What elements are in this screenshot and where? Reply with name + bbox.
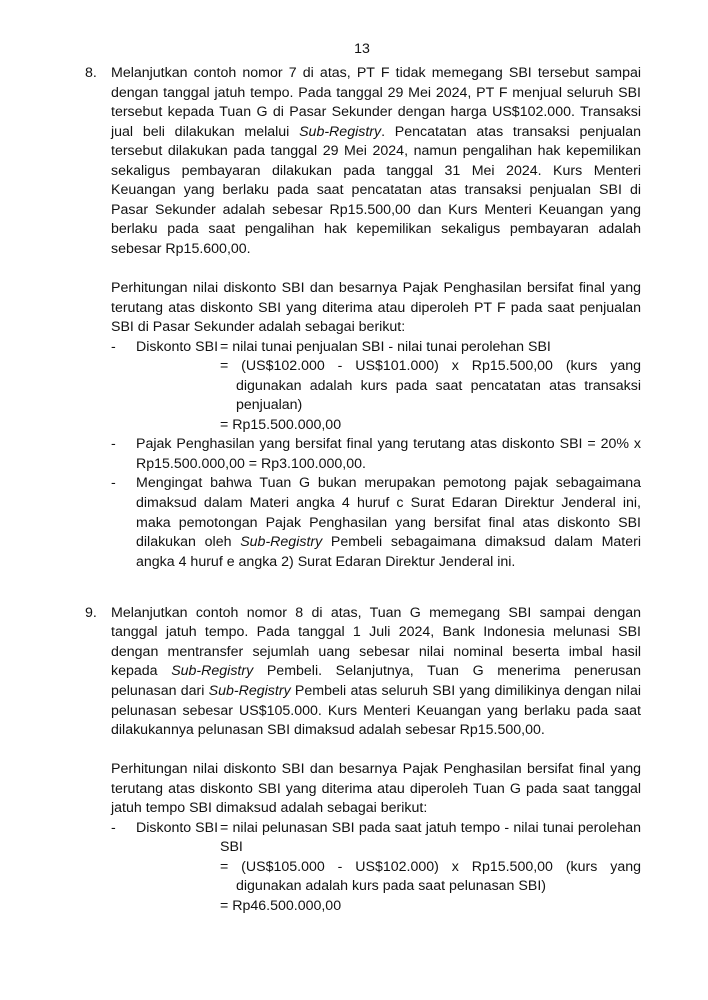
formula-label: Diskonto SBI: [136, 338, 219, 355]
formula-line-1: = nilai tunai penjualan SBI - nilai tunai perolehan SBI: [220, 338, 551, 355]
example-item-9: [85, 604, 641, 917]
note-text: Mengingat bahwa Tuan G bukan merupakan pemotong pajak sebagaimana dimaksud dalam Materi angka 4 huruf c Surat Edaran Direktur Jenderal ini, maka pemotongan Pajak Penghasilan yang bersifat final atas diskonto SBI dilakukan oleh Sub-Registry Pembeli sebagaimana dimaksud dalam Materi angka 4 huruf e angka 2) Surat Edaran Direktur Jenderal ini.: [136, 475, 642, 570]
bullet-dash: -: [111, 338, 116, 355]
bullet-dash: -: [111, 819, 116, 836]
bullet-dash: -: [111, 436, 116, 453]
discount-formula: [111, 338, 641, 436]
note-bullet: [111, 474, 641, 572]
tax-text: Pajak Penghasilan yang bersifat final yang terutang atas diskonto SBI = 20% x Rp15.500.000,00 = Rp3.100.000,00.: [136, 436, 641, 472]
item-number: 8.: [85, 65, 97, 81]
item-8-intro: Melanjutkan contoh nomor 7 di atas, PT F tidak memegang SBI tersebut sampai dengan tanggal jatuh tempo. Pada tanggal 29 Mei 2024, PT F menjual seluruh SBI tersebut kepada Tuan G di Pasar Sekunder dengan harga US$102.000. Transaksi jual beli dilakukan melalui Sub-Registry. Pencatatan atas transaksi penjualan tersebut dilakukan pada tanggal 29 Mei 2024, namun pengalihan hak kepemilikan sekaligus pembayaran dilakukan pada tanggal 31 Mei 2024. Kurs Menteri Keuangan yang berlaku pada saat pencatatan atas transaksi penjualan SBI di Pasar Sekunder adalah sebesar Rp15.500,00 dan Kurs Menteri Keuangan yang berlaku pada saat pengalihan hak kepemilikan sekaligus pembayaran adalah sebesar Rp15.600,00.: [111, 65, 641, 257]
item-9-intro: Melanjutkan contoh nomor 8 di atas, Tuan G memegang SBI sampai dengan tanggal jatuh tempo. Pada tanggal 1 Juli 2024, Bank Indonesia melunasi SBI dengan mentransfer sejumlah uang sebesar nilai nominal beserta imbal hasil kepada Sub-Registry Pembeli. Selanjutnya, Tuan G menerima penerusan pelunasan dari Sub-Registry Pembeli atas seluruh SBI yang dimilikinya dengan nilai pelunasan sebesar US$105.000. Kurs Menteri Keuangan yang berlaku pada saat dilakukannya pelunasan SBI dimaksud adalah sebesar Rp15.500,00.: [111, 604, 641, 739]
formula-line-2: = (US$105.000 - US$102.000) x Rp15.500,00 (kurs yang digunakan adalah kurs pada saat pelunasan SBI): [220, 858, 641, 895]
formula-label: Diskonto SBI: [136, 819, 219, 836]
discount-formula: [111, 819, 641, 917]
item-8-calc-intro: Perhitungan nilai diskonto SBI dan besarnya Pajak Penghasilan bersifat final yang terutang atas diskonto SBI yang diterima atau diperoleh PT F pada saat penjualan SBI di Pasar Sekunder adalah sebagai berikut:: [111, 280, 641, 336]
formula-line-1: = nilai pelunasan SBI pada saat jatuh tempo - nilai tunai perolehan SBI: [220, 819, 641, 856]
formula-result: = Rp46.500.000,00: [220, 897, 342, 914]
example-item-8: [85, 64, 641, 572]
formula-line-2: = (US$102.000 - US$101.000) x Rp15.500,00 (kurs yang digunakan adalah kurs pada saat pencatatan atas transaksi penjualan): [220, 358, 641, 414]
page-number: 13: [354, 41, 370, 57]
formula-result: = Rp15.500.000,00: [220, 416, 342, 433]
item-number: 9.: [85, 604, 97, 621]
bullet-dash: -: [111, 475, 116, 492]
item-9-calc-intro: Perhitungan nilai diskonto SBI dan besarnya Pajak Penghasilan bersifat final yang terutang atas diskonto SBI yang diterima atau diperoleh Tuan G pada saat tanggal jatuh tempo SBI dimaksud adalah sebagai berikut:: [111, 761, 641, 817]
document-body: [85, 64, 641, 917]
tax-bullet: [111, 435, 641, 474]
